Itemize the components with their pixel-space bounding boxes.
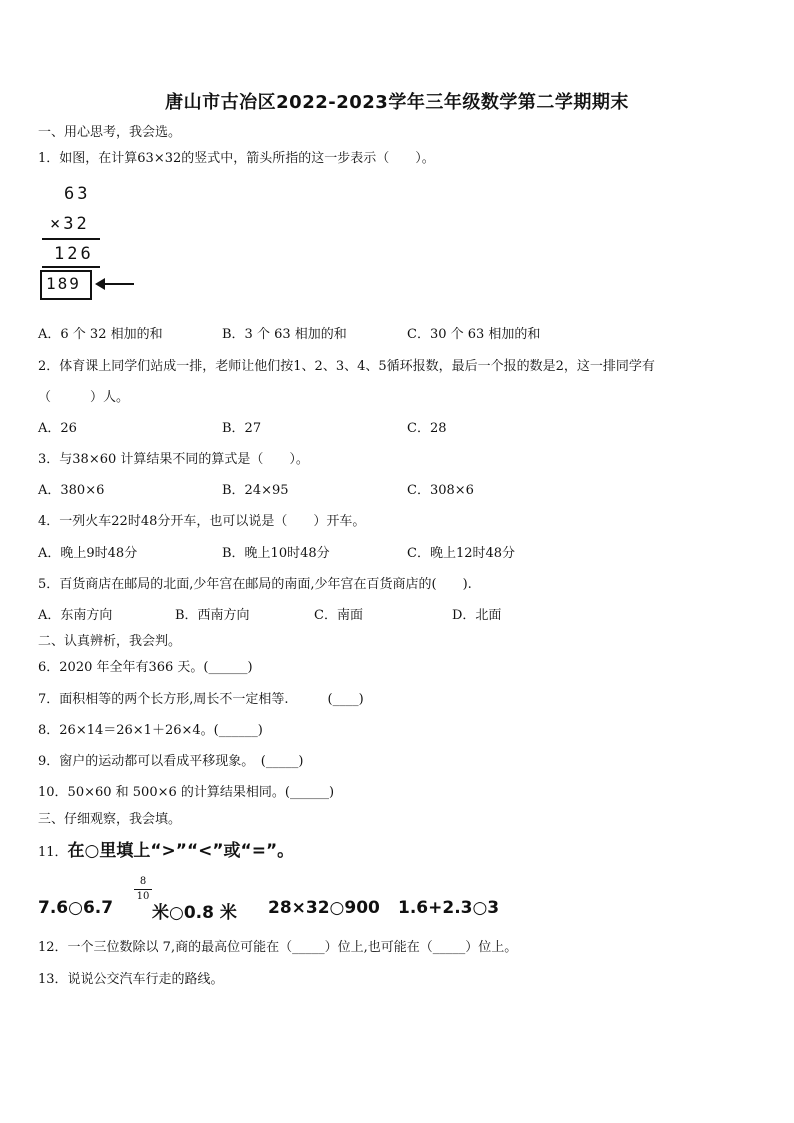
q5-option-b: B．西南方向 — [175, 608, 250, 623]
question-6: 6．2020 年全年有366 天。(______) — [38, 660, 253, 675]
calc-row-2: ×32 — [50, 214, 90, 234]
question-2-stem-cont: （ ）人。 — [38, 390, 130, 405]
fraction-numerator: 8 — [139, 876, 147, 887]
calc-row-1: 63 — [64, 184, 91, 204]
q1-option-c: C．30 个 63 相加的和 — [407, 327, 541, 342]
comparison-2: 米○0.8 米 — [152, 903, 237, 923]
calc-row-4: 189 — [46, 274, 81, 293]
q5-option-c: C．南面 — [314, 608, 363, 623]
comparison-1: 7.6○6.7 — [38, 898, 114, 918]
arrow-shaft — [98, 283, 134, 285]
question-13: 13．说说公交汽车行走的路线。 — [38, 972, 224, 987]
q1-option-b: B．3 个 63 相加的和 — [222, 327, 347, 342]
q4-option-a: A．晚上9时48分 — [38, 546, 138, 561]
question-12: 12．一个三位数除以 7,商的最高位可能在（_____）位上,也可能在（_____）位上。 — [38, 940, 518, 955]
question-5-stem: 5．百货商店在邮局的北面,少年宫在邮局的南面,少年宫在百货商店的( ). — [38, 577, 472, 592]
comparison-3: 28×32○900 — [268, 898, 380, 918]
q5-option-d: D．北面 — [452, 608, 502, 623]
calc-rule-1 — [42, 238, 100, 240]
q3-option-b: B．24×95 — [222, 483, 289, 498]
section-1-heading: 一、用心思考，我会选。 — [38, 125, 182, 140]
question-8: 8．26×14＝26×1＋26×4。(______) — [38, 723, 263, 738]
fraction-denominator: 10 — [136, 891, 150, 902]
q1-option-a: A．6 个 32 相加的和 — [38, 327, 163, 342]
comparison-4: 1.6+2.3○3 — [398, 898, 500, 918]
section-3-heading: 三、仔细观察，我会填。 — [38, 812, 182, 827]
question-9: 9．窗户的运动都可以看成平移现象。 (_____) — [38, 754, 304, 769]
q3-option-c: C．308×6 — [407, 483, 474, 498]
q2-option-c: C．28 — [407, 421, 447, 436]
section-2-heading: 二、认真辨析，我会判。 — [38, 634, 182, 649]
calc-row-3: 126 — [54, 244, 94, 264]
q4-option-c: C．晚上12时48分 — [407, 546, 516, 561]
q5-option-a: A．东南方向 — [38, 608, 113, 623]
question-11-stem — [38, 836, 294, 861]
question-4-stem: 4．一列火车22时48分开车，也可以说是（ ）开车。 — [38, 514, 366, 529]
q2-option-b: B．27 — [222, 421, 262, 436]
q3-option-a: A．380×6 — [38, 483, 105, 498]
question-2-stem: 2．体育课上同学们站成一排，老师让他们按1、2、3、4、5循环报数，最后一个报的数是2，这一排同学有 — [38, 359, 655, 374]
question-10: 10．50×60 和 500×6 的计算结果相同。(______) — [38, 785, 335, 800]
fraction-eight-tenths — [134, 876, 152, 903]
fraction-bar — [134, 889, 152, 890]
question-11-text: 在○里填上“>”“<”或“=”。 — [67, 841, 295, 861]
page-title: 唐山市古冶区2022-2023学年三年级数学第二学期期末 — [165, 92, 629, 113]
q4-option-b: B．晚上10时48分 — [222, 546, 330, 561]
calc-rule-2 — [42, 266, 100, 268]
q2-option-a: A．26 — [38, 421, 77, 436]
question-1-stem: 1．如图，在计算63×32的竖式中，箭头所指的这一步表示（ ）。 — [38, 151, 435, 166]
question-7: 7．面积相等的两个长方形,周长不一定相等. (____) — [38, 692, 364, 707]
question-3-stem: 3．与38×60 计算结果不同的算式是（ ）。 — [38, 452, 309, 467]
highlighted-step-box — [40, 270, 92, 300]
question-11-number: 11． — [38, 845, 68, 860]
